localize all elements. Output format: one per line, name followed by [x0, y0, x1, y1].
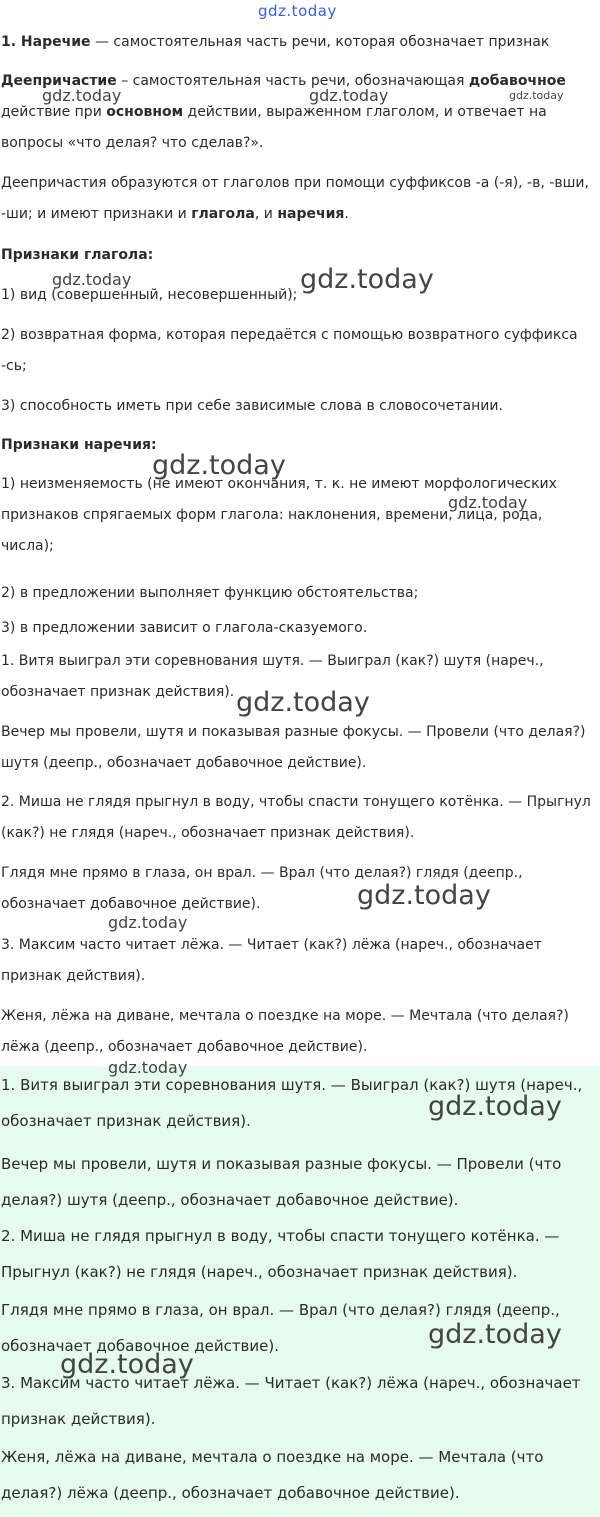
answer-sentence: 3. Максим часто читает лёжа. — Читает (как?) лёжа (нареч., обозначает признак действия).	[1, 1374, 581, 1428]
answer-sentence: 2. Миша не глядя прыгнул в воду, чтобы спасти тонущего котёнка. — Прыгнул (как?) не глядя (нареч., обозначает признак действия).	[1, 1227, 560, 1281]
definition-participle	[1, 66, 597, 159]
watermark: gdz.today	[428, 1091, 562, 1122]
watermark: gdz.today	[509, 89, 564, 102]
watermark: gdz.today	[300, 264, 434, 295]
definition-text: действие при	[1, 104, 107, 120]
adverb-feature-item: 1) неизменяемость (не имеют окончания, т. к. не имеют морфологических признаков спрягаемых форм глагола: наклонения, времени, лица, рода, числа);	[1, 476, 557, 554]
participle-formation	[1, 168, 597, 230]
answer-highlight-block	[0, 1066, 600, 1517]
watermark: gdz.today	[309, 86, 389, 105]
answer-sentence: Вечер мы провели, шутя и показывая разные фокусы. — Провели (что делая?) шутя (деепр., обозначает добавочное действие).	[1, 1155, 562, 1209]
verb-feature-item: 1) вид (совершенный, несовершенный);	[1, 287, 298, 303]
watermark: gdz.today	[428, 1319, 562, 1350]
watermark-top: gdz.today	[258, 2, 337, 20]
adverb-features-heading: Признаки наречия:	[1, 437, 157, 453]
adverb-feature-item: 3) в предложении зависит о глагола-сказуемого.	[1, 620, 368, 636]
example-sentence: 2. Миша не глядя прыгнул в воду, чтобы спасти тонущего котёнка. — Прыгнул (как?) не глядя (нареч., обозначает признак действия).	[1, 794, 591, 841]
watermark: gdz.today	[448, 493, 528, 512]
watermark: gdz.today	[60, 1349, 194, 1380]
verb-features-heading: Признаки глагола:	[1, 247, 154, 263]
watermark: gdz.today	[236, 687, 370, 718]
watermark: gdz.today	[108, 913, 188, 932]
formation-text: Деепричастия образуются от глаголов при помощи суффиксов -а (-я), -в, -вши, -ши; и имеют признаки и	[1, 175, 589, 222]
example-sentence: Глядя мне прямо в глаза, он врал. — Врал (что делая?) глядя (деепр., обозначает добавочное действие).	[1, 865, 523, 912]
answer-sentence: Глядя мне прямо в глаза, он врал. — Врал (что делая?) глядя (деепр., обозначает добавочное действие).	[1, 1301, 560, 1355]
example-sentence: Вечер мы провели, шутя и показывая разные фокусы. — Провели (что делая?) шутя (деепр., обозначает добавочное действие).	[1, 724, 586, 771]
answer-sentence: Женя, лёжа на диване, мечтала о поездке на море. — Мечтала (что делая?) лёжа (деепр., обозначает добавочное действие).	[1, 1448, 544, 1502]
example-sentence: Женя, лёжа на диване, мечтала о поездке на море. — Мечтала (что делая?) лёжа (деепр., обозначает добавочное действие).	[1, 1008, 569, 1055]
definition-text: – самостоятельная часть речи, обозначающая	[116, 73, 469, 89]
verb-feature-item: 3) способность иметь при себе зависимые слова в словосочетании.	[1, 398, 503, 414]
adverb-feature-item: 2) в предложении выполняет функцию обстоятельства;	[1, 585, 419, 601]
example-sentence: 3. Максим часто читает лёжа. — Читает (как?) лёжа (нареч., обозначает признак действия).	[1, 937, 542, 984]
term-adverb: 1. Наречие	[1, 34, 91, 50]
formation-text: .	[344, 206, 349, 222]
watermark: gdz.today	[52, 270, 132, 289]
verb-feature-item: 2) возвратная форма, которая передаётся с помощью возвратного суффикса -сь;	[1, 327, 578, 374]
definition-text: — самостоятельная часть речи, которая обозначает признак	[90, 34, 550, 50]
formation-text: , и	[254, 206, 278, 222]
term-adverb-ref: наречия	[277, 206, 345, 222]
definition-adverb	[1, 27, 597, 58]
term-participle: Деепричастие	[1, 73, 117, 89]
answer-sentence: 1. Витя выиграл эти соревнования шутя. — Выиграл (как?) шутя (нареч., обозначает признак действия).	[1, 1076, 583, 1130]
term-main: основном	[106, 104, 184, 120]
watermark: gdz.today	[108, 1058, 188, 1077]
watermark: gdz.today	[152, 450, 286, 481]
term-additional: добавочное	[468, 73, 566, 89]
watermark: gdz.today	[42, 86, 122, 105]
watermark: gdz.today	[357, 880, 491, 911]
term-verb: глагола	[191, 206, 255, 222]
example-sentence: 1. Витя выиграл эти соревнования шутя. — Выиграл (как?) шутя (нареч., обозначает признак действия).	[1, 653, 544, 700]
definition-text: действии, выраженном глаголом, и отвечает на вопросы «что делая? что сделав?».	[1, 104, 547, 151]
